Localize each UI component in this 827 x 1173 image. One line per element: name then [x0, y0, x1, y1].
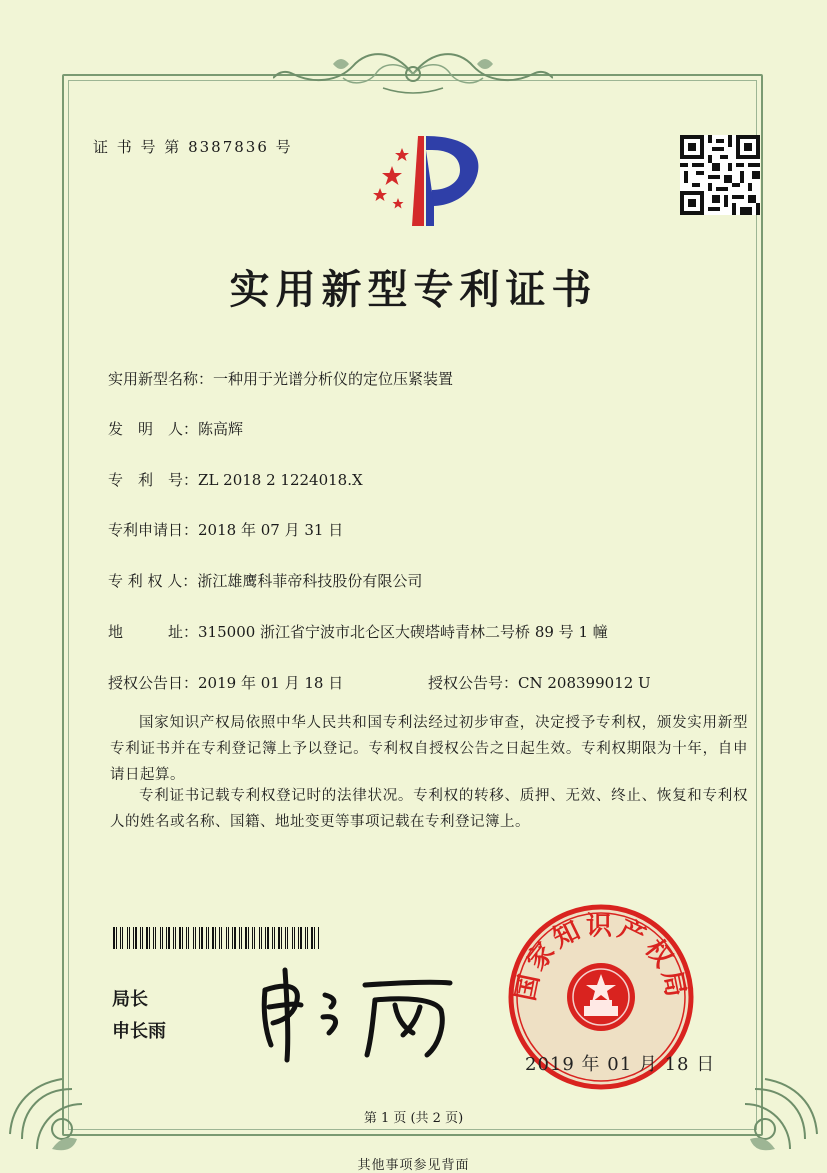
- field-label: 专利申请日：: [108, 521, 199, 539]
- field-value: 315000 浙江省宁波市北仑区大碶塔峙青林二号桥 89 号 1 幢: [198, 623, 608, 641]
- qr-code: [680, 135, 760, 215]
- field-value: 浙江雄鹰科菲帝科技股份有限公司: [197, 572, 423, 590]
- field-utility-model-name: [108, 368, 453, 389]
- certificate-number: 证 书 号 第 8387836 号: [93, 138, 293, 156]
- field-label: 专 利 权 人：: [108, 572, 198, 590]
- field-value: 陈高辉: [198, 420, 244, 438]
- field-grant-number: [428, 672, 651, 693]
- field-label: 专 利 号：: [108, 471, 199, 489]
- field-grant-date: [108, 672, 343, 693]
- field-patentee: [108, 570, 422, 591]
- field-label: 授权公告号：: [428, 674, 519, 692]
- field-inventor: [108, 418, 243, 439]
- field-label: 实用新型名称：: [108, 370, 214, 388]
- seal-date: 2019 年 01 月 18 日: [525, 1054, 716, 1075]
- field-value: CN 208399012 U: [518, 674, 651, 692]
- patent-office-logo-icon: [362, 128, 492, 228]
- field-value: 一种用于光谱分析仪的定位压紧装置: [213, 370, 454, 388]
- field-label: 发 明 人：: [108, 420, 199, 438]
- field-label: 地 址：: [108, 623, 199, 641]
- barcode: [113, 927, 321, 949]
- national-emblem-icon: [567, 963, 635, 1031]
- field-value: ZL 2018 2 1224018.X: [198, 471, 363, 489]
- legal-status-paragraph: 专利证书记载专利权登记时的法律状况。专利权的转移、质押、无效、终止、恢复和专利权人的姓名或名称、国籍、地址变更等事项记载在专利登记簿上。: [110, 788, 748, 830]
- seal-text: 国家知识产权局: [509, 910, 693, 1004]
- field-value: 2019 年 01 月 18 日: [198, 674, 344, 692]
- signatory-title: 局长: [112, 989, 148, 1010]
- field-address: [108, 621, 608, 642]
- certificate-title: 实用新型专利证书: [229, 267, 598, 313]
- field-label: 授权公告日：: [108, 674, 199, 692]
- signatory-name: 申长雨: [112, 1021, 166, 1042]
- handwritten-signature: [245, 955, 465, 1065]
- field-value: 2018 年 07 月 31 日: [198, 521, 344, 539]
- field-patent-number: [108, 469, 363, 490]
- page-number: 第 1 页 (共 2 页): [363, 1111, 464, 1126]
- top-ornament: [273, 44, 553, 102]
- statement-paragraph: 国家知识产权局依照中华人民共和国专利法经过初步审查，决定授予专利权，颁发实用新型专利证书并在专利登记簿上予以登记。专利权自授权公告之日起生效。专利权期限为十年，自申请日起算。: [110, 715, 748, 783]
- back-note: 其他事项参见背面: [357, 1158, 470, 1173]
- field-application-date: [108, 519, 343, 540]
